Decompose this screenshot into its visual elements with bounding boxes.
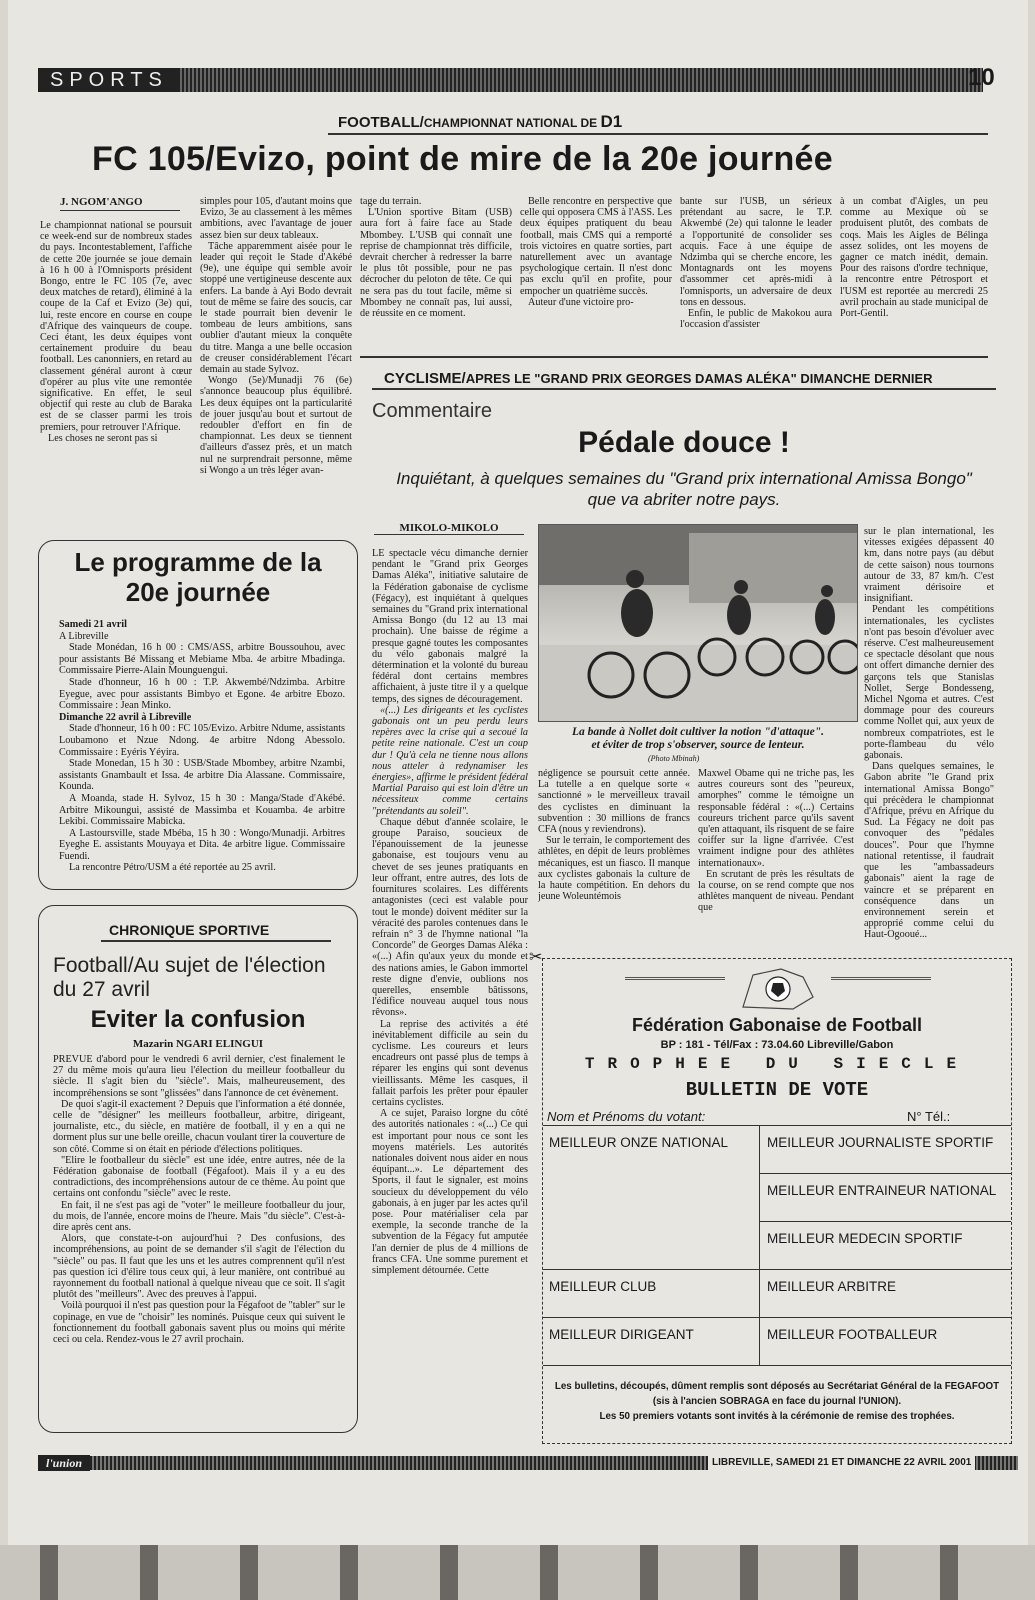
- cyclisme-kicker: [384, 370, 933, 387]
- article-text: sur le plan international, les vitesses exigées dépassent 40 km, dans notre pays (au début de cette saison) nous tournons autour de 33, 87 km/h. C'est vraiment dérisoire et insignifiant.: [864, 526, 994, 605]
- programme-title: [39, 547, 357, 607]
- programme-list: [59, 619, 345, 874]
- instruction-line: Les 50 premiers votants sont invités à la cérémonie de remise des trophées.: [599, 1411, 955, 1422]
- article-kicker: [338, 112, 622, 132]
- chronique-title-line: Football/Au sujet de l'élection: [53, 954, 326, 977]
- article-text: De quoi s'agit-il exactement ? Depuis que l'information a été donnée, celle de "désigner" les meilleurs footballeur, arbitre, dirigeant, journaliste, etc., du siècle, en matière de football, il y en a qui ne dorment plus sur une belle oreille, chacun voulant tirer la couverture de son côté. Comme si on était en période d'élections politiques.: [53, 1098, 345, 1155]
- programme-line: Dimanche 22 avril à Libreville: [59, 711, 192, 723]
- programme-line: Stade d'honneur, 16 h 00 : T.P. Akwembé/Ndzimba. Arbitre Eyegue, avec pour assistants Bimbyo et Egone. 4e arbitre Ebozo. Commissaire : Jean Minko.: [59, 676, 345, 712]
- deck-line: Inquiétant, à quelques semaines du "Grand prix international Amissa Bongo": [396, 469, 972, 488]
- vote-field-left[interactable]: MEILLEUR CLUB: [549, 1279, 657, 1294]
- trophy-title: TROPHEE DU SIECLE: [584, 1055, 970, 1073]
- chronique-title: [53, 954, 326, 1002]
- deck-line: que va abriter notre pays.: [587, 490, 781, 509]
- article-text: En scrutant de près les résultats de la course, on se rend compte que nos athlètes manquent de niveau. Pendant que: [698, 868, 854, 914]
- article-column: [200, 196, 352, 536]
- article-headline: FC 105/Evizo, point de mire de la 20e journée: [92, 140, 833, 178]
- cyclisme-deck: [372, 468, 996, 510]
- gabon-map-logo-icon: [733, 967, 823, 1011]
- section-label: SPORTS: [40, 68, 178, 92]
- article-text: Le championnat national se poursuit ce week-end sur de nombreux stades du pays. Incontestablement, l'affiche de cette 20e journée se joue demain à 16 h 00 à l'Omnisports président Bongo, entre le FC 105 (7e, avec deux matches de retard), éliminé à la coupe de la Caf et Evizo (3e) qui, lui, reste encore en course en coupe d'Afrique des vainqueurs de coupe. Ceci étant, les deux équipes vont certainement produire du beau football. Les canonniers, en retard au classement général auront à cœur d'opérer au plus vite une remontée significative. En effet, le seul objectif qui reste au club de Baraka est de se classer parmi les trois premiers, pour retrouver l'Afrique.: [40, 220, 192, 433]
- programme-line: Stade d'honneur, 16 h 00 : FC 105/Evizo. Arbitre Ndume, assistants Loubamono et Nzue Ndong. 4e arbitre Ndong Abessolo. Commissaire : Eyéris Yéyira.: [59, 723, 345, 758]
- article-column: [680, 196, 832, 346]
- caption-line: et éviter de trop s'observer, source de lenteur.: [591, 739, 805, 751]
- article-column: [372, 548, 528, 1454]
- article-column: [698, 768, 854, 940]
- article-text: La reprise des activités a été inévitablement difficile au sein du cyclisme. Les coureurs et leurs encadreurs ont passé plus de temps à réparer les engins qui sont devenus vieillissants. Même les casques, il fallait parfois les prêter pour épauler certains cyclistes.: [372, 1018, 528, 1108]
- article-column: [520, 196, 672, 346]
- article-text: Enfin, le public de Makokou aura l'occasion d'assister: [680, 308, 832, 331]
- chronique-box: [38, 905, 358, 1433]
- programme-line: A Libreville: [59, 630, 109, 642]
- vote-field-right[interactable]: MEILLEUR FOOTBALLEUR: [767, 1327, 938, 1342]
- article-text: "Elire le footballeur du siècle" est une idée, entre autres, née de la Fédération gabonaise de football (Fégafoot). Mais il y a eu des contradictions, des incompréhensions autour de ce thème. Au point que certains ont confondu "siècle" avec le reste.: [53, 1154, 345, 1200]
- article-text: LE spectacle vécu dimanche dernier pendant le "Grand prix Georges Damas Aléka", initiative salutaire de la Fédération gabonaise de cyclisme (Fégacy), est inquiétant à quelques semaines du "Grand prix international Amissa Bongo (du 12 au 13 mai prochain). Une baisse de régime a presque gagné toutes les composantes du vélo gabonais malgré la détermination et la volonté du bureau fédéral dont certains membres affichaient, à juste titre il y a quelque temps, des signes de découragement.: [372, 548, 528, 705]
- bulletin-title: BULLETIN DE VOTE: [685, 1079, 869, 1101]
- chronique-title-line: du 27 avril: [53, 978, 150, 1001]
- section-bar: [38, 68, 983, 92]
- article-text: En fait, il ne s'est pas agi de "voter" le meilleure footballeur du jour, du mois, de l'année, encore moins de l'heure. Mais "du siècle". C'est-à-dire après cent ans.: [53, 1199, 345, 1234]
- vote-instructions: [543, 1379, 1011, 1424]
- kicker-part: FOOTBALL/: [338, 114, 424, 131]
- programme-line: Stade Monédan, 16 h 00 : CMS/ASS, arbitre Boussouhou, avec pour assistants Bé Missang et Mebiame Mba. 4e arbitre Mbadinga. Commissaire Pierre-Alain Mounguengui.: [59, 642, 345, 677]
- instruction-line: (sis à l'ancien SOBRAGA en face du journal l'UNION).: [652, 1396, 902, 1407]
- vote-field-right[interactable]: MEILLEUR JOURNALISTE SPORTIF: [767, 1135, 994, 1150]
- article-text: négligence se poursuit cette année. La tutelle a en quelque sorte « sanctionné » le merveilleux travail des cyclistes en diminuant la subvention : 30 millions de francs CFA (nous y reviendrons).: [538, 768, 690, 836]
- article-text: Tâche apparemment aisée pour le leader qui reçoit le Stade d'Akébé (9e), une équipe qui semble avoir stoppé une vertigineuse descente aux enfers. La bande à Ayi Bodo devrait tout de même se faire des soucis, car le stade pourrait bien devenir le tombeau de leurs ambitions, sans oublier d'autant mieux la conquête du titre. Manga a une belle occasion de creuser considérablement l'écart demain au stade Sylvoz.: [200, 240, 352, 376]
- chronique-headline: Eviter la confusion: [90, 1006, 306, 1033]
- vote-field-left[interactable]: MEILLEUR DIRIGEANT: [549, 1327, 694, 1342]
- vote-field-right[interactable]: MEILLEUR MEDECIN SPORTIF: [767, 1231, 963, 1246]
- vote-field-left[interactable]: MEILLEUR ONZE NATIONAL: [549, 1135, 729, 1150]
- article-column: [864, 526, 994, 940]
- article-column: [40, 220, 192, 535]
- photo-credit: (Photo Mbinah): [648, 754, 700, 763]
- cyclists-photo: [538, 524, 858, 722]
- article-text: A ce sujet, Paraiso lorgne du côté des autorités nationales : «(...) Ce qui est important pour nous ce sont les moyens matériels. Les autorités nationales doivent nous aider en nous équipant...». Le département des Sports, il faut le signaler, est moins soucieux du développement du vélo gabonais, à en juger par les actes qu'il pose. Pour matérialiser cela par exemple, la seconde tranche de la subvention de la Fégacy fut amputée l'an dernier de plus de 4 millions de francs CFA. Une somme purement et simplement détournée. Cette: [372, 1108, 528, 1276]
- article-text: Auteur d'une victoire pro-: [528, 296, 634, 308]
- byline: J. NGOM'ANGO: [60, 196, 180, 211]
- kicker-part: CYCLISME/: [384, 370, 466, 387]
- page-number: 10: [968, 64, 995, 91]
- article-column: [538, 768, 690, 940]
- vote-coupon[interactable]: [529, 949, 1012, 1444]
- kicker-part: CHAMPIONNAT NATIONAL DE: [423, 116, 601, 130]
- vote-field-right[interactable]: MEILLEUR ENTRAINEUR NATIONAL: [767, 1183, 997, 1198]
- article-text: Belle rencontre en perspective que celle qui opposera CMS à l'ASS. Les deux équipes pratiquent du beau football, mais CMS qui a remporté trois victoires en quatre sorties, part naturellement avec un avantage psychologique certain. Il n'est donc pas exclu qu'il en profite, pour empocher un quatrième succès.: [520, 196, 672, 297]
- scissors-icon: ✂: [529, 949, 543, 966]
- article-text: Maxwel Obame qui ne triche pas, les autres coureurs sont des "peureux, amorphes" comme le témoigne un responsable fédéral : «(...) Certains coureurs trichent parce qu'ils savent qu'en attaquant, ils risquent de se faire coiffer sur la ligne d'arrivée. C'est vraiment indigne pour des athlètes internationaux».: [698, 768, 854, 869]
- article-column: [360, 196, 512, 346]
- footer-paper-name: l'union: [38, 1455, 90, 1471]
- voter-tel-label: N° Tél.:: [907, 1109, 951, 1124]
- article-text: à un combat d'Aigles, un peu comme au Mexique où se produisent plutôt, des combats de coqs. Mais les Aigles de Bélinga assez solides, ont les moyens de gagner ce match inédit, demain. Pour des raisons d'ordre technique, la rencontre entre Pétrosport et l'USM est reportée au mercredi 25 avril prochain au stade municipal de Port-Gentil.: [840, 196, 988, 320]
- kicker-part: APRES LE "GRAND PRIX GEORGES DAMAS ALÉKA" DIMANCHE DERNIER: [465, 371, 933, 386]
- article-text: Pendant les compétitions internationales, les cyclistes n'ont pas besoin d'évoluer avec réserve. C'est malheureusement ce spectacle désolant que nous ont offert dimanche dernier des garçons tels que Stanislas Nollet, Serge Bondesseng, Michel Ngoma et autres. C'est dommage pour des coureurs comme Nollet qui, aux yeux de nombreux compatriotes, est le porte-flambeau du vélo gabonais.: [864, 604, 994, 762]
- footer-date: LIBREVILLE, SAMEDI 21 ET DIMANCHE 22 AVRIL 2001: [708, 1455, 975, 1471]
- byline: MIKOLO-MIKOLO: [374, 522, 524, 535]
- programme-title-line: Le programme de la: [74, 547, 322, 577]
- article-text: «(...) Les dirigeants et les cyclistes gabonais ont un peu perdu leurs repères avec la crise qui a secoué la petite reine nationale. C'est un coup dur ! Qu'à cela ne tienne nous allons nous atteler à redynamiser les énergies», affirme le président fédéral Martial Paraiso qui est loin d'être un nécessiteux comme certains "prétendants au soleil".: [372, 704, 528, 817]
- kicker-part: D1: [600, 112, 623, 131]
- article-text: Dans quelques semaines, le Gabon abrite "le Grand prix international Amissa Bongo" qui précèdera le championnat d'Afrique, prévu en Afrique du Sud. La Fégacy ne doit pas convoquer des "pédales douces". Pour que l'hymne national retentisse, il faudrait que les "ambassadeurs gabonais" aient la rage de vaincre et se préparent en conséquence dans un environnement serein et approprié comme celui du Haut-Ogooué...: [864, 761, 994, 940]
- cyclisme-headline: Pédale douce !: [578, 426, 790, 459]
- caption-line: La bande à Nollet doit cultiver la notion "d'attaque".: [571, 726, 825, 738]
- article-column: [840, 196, 988, 346]
- article-text: PREVUE d'abord pour le vendredi 6 avril dernier, c'est finalement le 27 du même mois qu'aura lieu l'élection du meilleur footballeur du siècle. Il s'agit bien du "siècle". Mais, malheureusement, des incompréhensions se sont "glissées" dans l'annonce de cet évènement.: [53, 1054, 345, 1099]
- article-text: simples pour 105, d'autant moins que Evizo, 3e au classement à les mêmes ambitions, avec l'avantage de jouer assez bien sur deux tableaux.: [200, 196, 352, 241]
- federation-address: BP : 181 - Tél/Fax : 73.04.60 Libreville/Gabon: [660, 1039, 894, 1051]
- vote-field-right[interactable]: MEILLEUR ARBITRE: [767, 1279, 897, 1294]
- article-text: tage du terrain.: [360, 196, 422, 207]
- programme-title-line: 20e journée: [125, 577, 271, 607]
- programme-line: A Moanda, stade H. Sylvoz, 15 h 30 : Manga/Stade d'Akébé. Arbitre Mikoungui, assisté de Massimba et Kouamba. 4e arbitre Lekibi. Commissaire Mabicka.: [59, 792, 345, 828]
- article-text: Chaque début d'année scolaire, le groupe Paraiso, soucieux de l'épanouissement de la jeunesse gabonaise, est toujours venu au chevet de ses jeunes pratiquants en leur offrant, entre autres, des lots de fournitures scolaires. Les différents antagonistes (ceci est valable pour tout le monde) doivent méditer sur la véracité des paroles contenues dans le refrain n° 3 de l'hymne national "la Concorde" de Georges Damas Aléka : «(...) Afin qu'aux yeux du monde et des nations amies, le Gabon immortel reste digne d'envie, oublions nos querelles, ensemble bâtissons, l'édifice nouveau auquel tous nous rêvons».: [372, 816, 528, 1019]
- programme-line: A Lastoursville, stade Mbéba, 15 h 30 : Wongo/Munadji. Arbitres Eyeghe E. assistants Mouyaya et Dita. 4e arbitre ligue. Commissaire Fuendi.: [59, 827, 345, 862]
- article-text: Wongo (5e)/Munadji 76 (6e) s'annonce beaucoup plus équilibré. Les deux équipes ont la particularité de jouer jusqu'au bout et surtout de redoubler d'effort en fin de championnat. Les deux se tiennent d'ailleurs d'assez près, et un match nul ne surprendrait personne, même si Wongo a un très léger avan-: [200, 375, 352, 476]
- newspaper-page: [8, 0, 1028, 1545]
- byline: Mazarin NGARI ELINGUI: [132, 1038, 264, 1050]
- chronique-kicker: CHRONIQUE SPORTIVE: [109, 922, 270, 938]
- article-text: L'Union sportive Bitam (USB) aura fort à faire face au Stade Mbombey. L'USB qui connaît une reprise de championnat très difficile, devrait chercher à redresser la barre le plus tôt possible, pour ne pas décrocher du peloton de tête. Ce qui ne sera pas du tout facile, même si Mbombey ne connaît pas, lui aussi, de réussite en ce moment.: [360, 207, 512, 320]
- voter-name-label: Nom et Prénoms du votant:: [547, 1109, 706, 1124]
- article-text: Alors, que constate-t-on aujourd'hui ? Des confusions, des incompréhensions, au point de se demander s'il s'agit de l'élection du "siècle" ou pas. Il faut que les uns et les autres comprennent qu'il n'est pas question ici d'élire tous ceux qui, à leur manière, ont contribué au rayonnement du football national à quelque niveau que ce soit. Il s'agit plutôt des "meilleurs". Avec des preuves à l'appui.: [53, 1233, 345, 1301]
- programme-line: Samedi 21 avril: [59, 619, 127, 630]
- article-text: bante sur l'USB, un sérieux prétendant au sacre, le T.P. Akwembé (2e) qui talonne le leader a l'opportunité de consolider ses acquis. Face à une équipe de Ndzimba qui se cherche encore, les Montagnards ont les moyens d'assommer cet après-midi à l'omnisports, un adversaire de deux tons en dessous.: [680, 196, 832, 308]
- background-strip: [0, 1545, 1035, 1600]
- article-text: Les choses ne seront pas si: [48, 432, 158, 444]
- photo-caption: [538, 726, 858, 752]
- article-text: Voilà pourquoi il n'est pas question pour la Fégafoot de "tabler" sur le copinage, en vue de "choisir" les nominés. Puisque ceux qui suivent le fonctionnement du football gabonais savent plus ou moins qui mérite ceci ou cela. Rendez-vous le 27 avril prochain.: [53, 1300, 345, 1346]
- commentaire-label: Commentaire: [372, 400, 493, 422]
- instruction-line: Les bulletins, découpés, dûment remplis sont déposés au Secrétariat Général de la FEGAFOOT: [554, 1381, 1000, 1392]
- federation-name: Fédération Gabonaise de Football: [631, 1015, 923, 1035]
- programme-box: [38, 540, 358, 890]
- article-column: [53, 1054, 345, 1426]
- article-text: Sur le terrain, le comportement des athlètes, en dépit de leurs problèmes mécaniques, est un fiasco. Il manque aux cyclistes gabonais la culture de la haute compétition. En dehors du jeune Woleuntémois: [538, 835, 690, 903]
- programme-line: Stade Monedan, 15 h 30 : USB/Stade Mbombey, arbitre Nzambi, assistants Gnambault et Issa. 4e arbitre Dia Alassane. Commissaire, Kounda.: [59, 758, 345, 793]
- cyclists-illustration: [539, 525, 858, 722]
- programme-line: La rencontre Pétro/USM a été reportée au 25 avril.: [69, 862, 276, 874]
